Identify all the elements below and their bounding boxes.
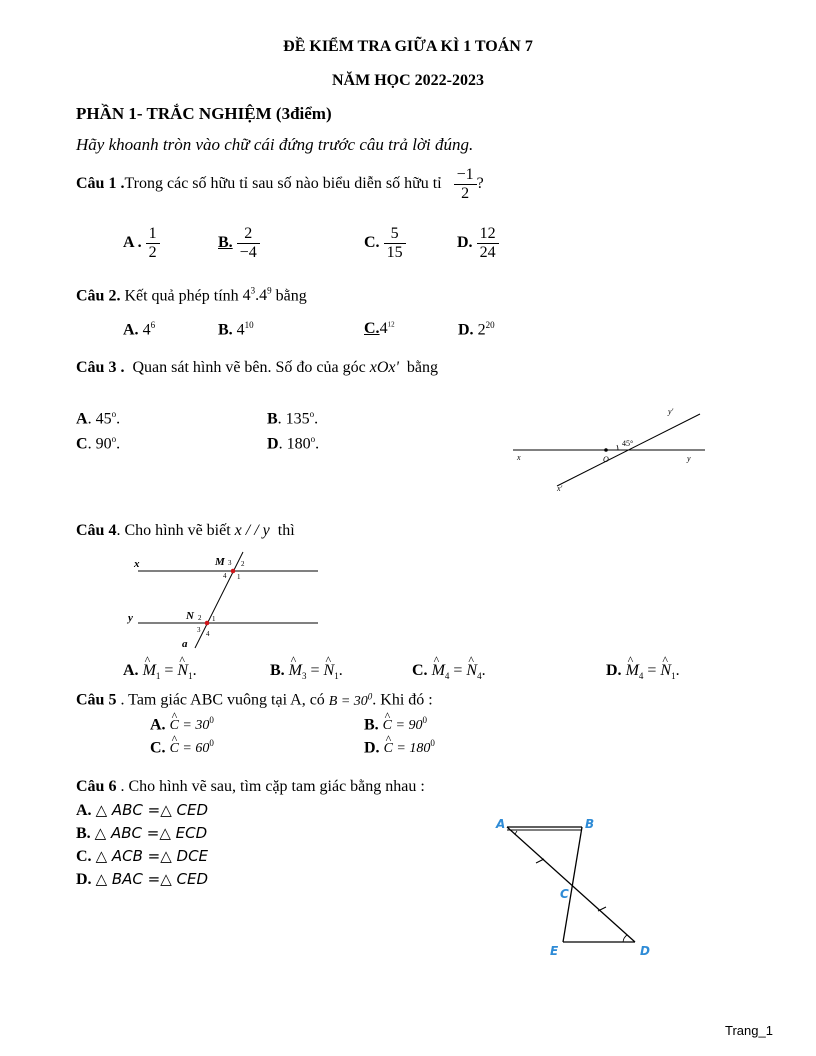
part1-heading: PHẦN 1- TRẮC NGHIỆM (3điểm) — [76, 104, 332, 123]
label-o: O — [603, 455, 609, 464]
question-label: Câu 6 — [76, 778, 117, 795]
question-label: Câu 3 . — [76, 359, 125, 376]
q2-option-b[interactable]: B. $4^{10}$ — [218, 320, 254, 339]
label-n2: 2 — [198, 614, 202, 622]
label-m: M — [215, 556, 225, 568]
option-letter: D. — [457, 234, 473, 252]
label-m2: 2 — [241, 560, 245, 568]
question-6 — [76, 778, 425, 796]
q4-option-b[interactable]: B. ^ $M_3$ = ^ $N_1$. — [270, 662, 343, 681]
target-fraction: $\frac{-1}{2}$ — [454, 166, 477, 203]
condition: $B = 30^0$ — [328, 691, 373, 709]
document-title: ĐỀ KIỂM TRA GIỮA KÌ 1 TOÁN 7 — [283, 38, 533, 55]
question-mark: ? — [476, 175, 484, 193]
question-text: . Cho hình vẽ biết — [116, 522, 231, 539]
label-y-prime: y' — [668, 407, 674, 416]
label-x-prime: x' — [557, 484, 563, 493]
question-label: Câu 2. — [76, 287, 121, 305]
option-fraction: $\frac{12}{24}$ — [477, 225, 499, 262]
q4-option-d[interactable]: D. ^ $M_4$ = ^ $N_1$. — [606, 662, 680, 681]
option-letter: A . — [123, 234, 142, 252]
q4-option-c[interactable]: C. ^ $M_4$ = ^ $N_4$. — [412, 662, 486, 681]
label-n4: 4 — [206, 630, 210, 638]
question-3 — [76, 359, 438, 377]
q1-option-a[interactable] — [123, 225, 160, 262]
angle-name: xOx' — [369, 359, 399, 376]
school-year: NĂM HỌC 2022-2023 — [332, 72, 484, 89]
option-fraction: $\frac{5}{15}$ — [384, 225, 406, 262]
q1-option-d[interactable] — [457, 225, 499, 262]
q4-figure — [120, 550, 330, 655]
question-text: . Cho hình vẽ sau, tìm cặp tam giác bằng nhau : — [120, 778, 425, 795]
label-d: D — [640, 944, 650, 958]
point-m — [231, 569, 236, 574]
question-1 — [76, 166, 484, 203]
q2-option-a[interactable]: A. $4^6$ — [123, 320, 156, 339]
option-fraction: $\frac{2}{-4}$ — [237, 225, 260, 262]
label-m1: 1 — [237, 573, 241, 581]
q5-option-c[interactable]: C. ^ $C = 60^0$ — [150, 738, 214, 757]
question-label: Câu 1 . — [76, 175, 125, 193]
question-2 — [76, 286, 307, 305]
label-m3: 3 — [228, 559, 232, 567]
q6-option-b[interactable]: B. △ ABC =△ ECD — [76, 824, 208, 842]
label-b: B — [585, 817, 595, 831]
q3-option-d[interactable]: D. 180$^o$. — [267, 434, 320, 453]
question-5 — [76, 691, 433, 710]
point-n — [205, 621, 210, 626]
q1-option-c[interactable] — [364, 225, 406, 262]
label-n3: 3 — [197, 626, 201, 634]
q6-option-d[interactable]: D. △ BAC =△ CED — [76, 870, 209, 888]
label-m4: 4 — [223, 572, 227, 580]
segment-be — [563, 827, 582, 942]
q2-option-c[interactable]: $C.4^{12}$ — [364, 320, 395, 337]
q6-option-c[interactable]: C. △ ACB =△ DCE — [76, 847, 209, 865]
expression: $4^3.4^9$ — [242, 286, 272, 305]
label-angle: 45° — [622, 439, 634, 448]
question-text-end: . Khi đó : — [372, 691, 433, 709]
q4-option-a[interactable]: A. ^ $M_1$ = ^ $N_1$. — [123, 662, 197, 681]
q6-figure — [490, 810, 660, 960]
q3-option-c[interactable]: C. 90$^o$. — [76, 434, 121, 453]
question-text: Quan sát hình vẽ bên. Số đo của góc — [132, 359, 366, 376]
label-c: C — [560, 887, 569, 901]
label-a: A — [496, 817, 506, 831]
part1-instruction: Hãy khoanh tròn vào chữ cái đứng trước câu trả lời đúng. — [76, 135, 474, 154]
question-text: Kết quả phép tính — [124, 287, 239, 305]
segment-ad — [507, 827, 635, 942]
option-letter: B. — [218, 234, 233, 252]
label-e: E — [550, 944, 559, 958]
q5-option-d[interactable]: D. ^ $C = 180^0$ — [364, 738, 435, 757]
q5-option-b[interactable]: B. ^ $C = 90^0$ — [364, 715, 427, 734]
question-text: . Tam giác ABC vuông tại A, có — [120, 691, 325, 709]
label-a: a — [182, 638, 188, 650]
question-text-end: thì — [277, 522, 295, 539]
question-label: Câu 4 — [76, 522, 117, 539]
q3-option-a[interactable]: A. 45$^o$. — [76, 409, 121, 428]
page-number: Trang_1 — [725, 1023, 773, 1038]
question-text-end: bằng — [275, 287, 307, 305]
q1-option-b[interactable] — [218, 225, 260, 262]
question-4 — [76, 522, 295, 540]
q3-figure — [505, 400, 710, 495]
option-fraction: $\frac{1}{2}$ — [146, 225, 160, 262]
option-letter: C. — [364, 234, 380, 252]
condition: x / / y — [234, 522, 270, 539]
q6-option-a[interactable]: A. △ ABC =△ CED — [76, 801, 209, 819]
question-label: Câu 5 — [76, 691, 117, 709]
tick-mark-ac — [536, 859, 544, 863]
question-text-end: bằng — [406, 359, 439, 376]
q3-option-b[interactable]: B. 135$^o$. — [267, 409, 319, 428]
label-x: x — [517, 453, 521, 462]
label-n: N — [186, 610, 194, 622]
angle-arc — [617, 445, 618, 450]
question-text: Trong các số hữu tỉ sau số nào biểu diễn số hữu tỉ — [124, 175, 442, 193]
angle-d-arc — [623, 935, 627, 942]
label-y: y — [128, 612, 133, 624]
q2-option-d[interactable]: D. $2^{20}$ — [458, 320, 495, 339]
label-n1: 1 — [212, 615, 216, 623]
point-o — [604, 448, 608, 452]
label-y: y — [687, 454, 691, 463]
label-x: x — [134, 558, 140, 570]
q5-option-a[interactable]: A. ^ $C = 30^0$ — [150, 715, 214, 734]
